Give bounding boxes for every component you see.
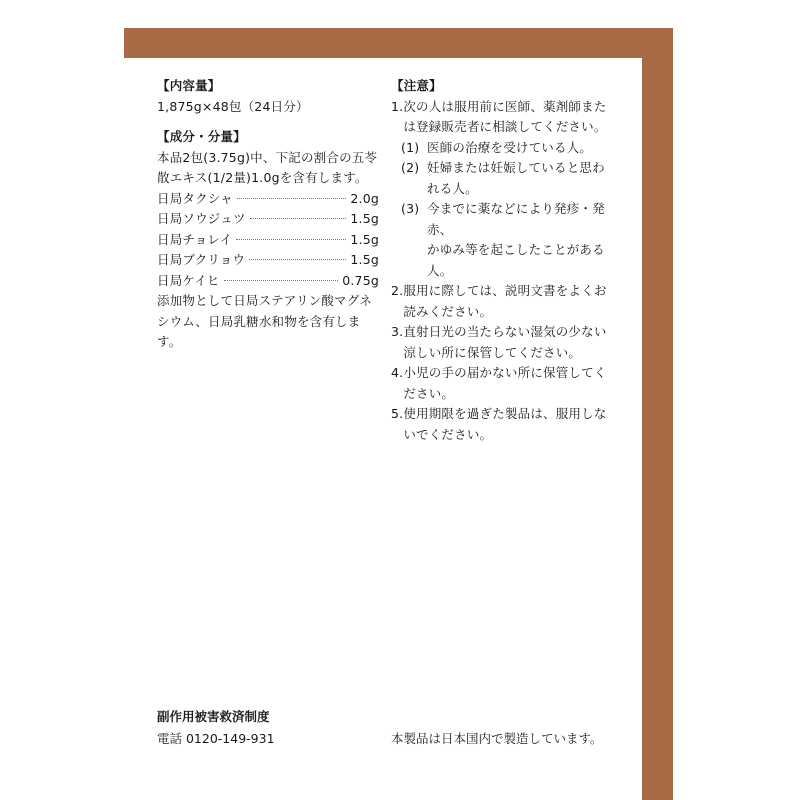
contents-value: 1,875g×48包（24日分） [157, 98, 309, 114]
ingredient-name: 日局ケイヒ [157, 272, 220, 288]
caution-item [391, 322, 627, 363]
caution-item [391, 404, 627, 445]
ingredient-row [157, 271, 379, 292]
ingredient-name: 日局ソウジュツ [157, 211, 246, 226]
subitem-line: 今までに薬などにより発疹・発赤、 [427, 201, 605, 237]
caution-line: 服用に際しては、説明文書をよくお [403, 283, 607, 298]
ingredient-amount: 1.5g [350, 252, 379, 267]
left-column [157, 76, 379, 353]
ingredient-name: 日局タクシャ [157, 190, 233, 206]
ingredients-intro-line: 本品2包(3.75g)中、下記の割合の五苓 [157, 149, 378, 165]
ingredients-heading: 【成分・分量】 [157, 129, 246, 144]
caution-number: 1. [391, 98, 404, 114]
caution-subitem [391, 199, 627, 281]
ingredient-row [157, 250, 379, 271]
caution-number: 5. [391, 406, 404, 421]
subitem-number: (2) [401, 160, 420, 175]
caution-line: 直射日光の当たらない湿気の少ない [403, 324, 607, 339]
ingredients-intro-line: 散エキス(1/2量)1.0gを含有します。 [157, 170, 368, 185]
contents-heading: 【内容量】 [157, 78, 221, 93]
subitem-number: (3) [401, 201, 420, 216]
dotted-leader [249, 259, 346, 260]
caution-line: は登録販売者に相談してください。 [403, 119, 607, 134]
ingredient-row [157, 209, 379, 230]
ingredient-name: 日局チョレイ [157, 231, 233, 247]
subitem-line: れる人。 [427, 180, 478, 196]
top-color-band [124, 28, 673, 58]
ingredient-name: 日局ブクリョウ [157, 252, 246, 267]
additives-line: シウム、日局乳糖水和物を含有します。 [157, 313, 361, 349]
right-color-band [642, 28, 673, 800]
caution-number: 3. [391, 324, 404, 339]
made-in-japan-note: 本製品は日本国内で製造しています。 [391, 731, 603, 746]
caution-item [391, 281, 627, 322]
caution-line: ださい。 [403, 385, 455, 401]
subitem-line: 医師の治療を受けている人。 [427, 139, 593, 155]
caution-item [391, 363, 627, 404]
additives-line: 添加物として日局ステアリン酸マグネ [157, 293, 373, 308]
dotted-leader [237, 198, 346, 199]
caution-line: 小児の手の届かない所に保管してく [403, 365, 607, 380]
caution-item [391, 97, 627, 138]
caution-line: 涼しい所に保管してください。 [403, 344, 582, 360]
right-column [391, 76, 627, 445]
subitem-line: かゆみ等を起こしたことがある人。 [427, 242, 605, 278]
cautions-heading: 【注意】 [391, 78, 442, 93]
ingredient-row [157, 230, 379, 251]
subitem-number: (1) [401, 139, 420, 155]
dotted-leader [224, 280, 339, 281]
caution-line: いでください。 [403, 426, 493, 442]
relief-system-title: 副作用被害救済制度 [157, 709, 270, 724]
dotted-leader [250, 218, 347, 219]
ingredient-amount: 2.0g [350, 190, 379, 206]
ingredient-amount: 1.5g [350, 231, 379, 247]
subitem-line: 妊婦または妊娠していると思わ [427, 160, 605, 175]
relief-system-block [157, 706, 275, 750]
caution-number: 2. [391, 283, 404, 298]
caution-line: 読みください。 [403, 303, 493, 319]
caution-subitem [391, 158, 627, 199]
ingredient-amount: 0.75g [342, 272, 379, 288]
ingredient-row [157, 189, 379, 210]
relief-phone: 電話 0120-149-931 [157, 731, 275, 746]
caution-subitem [391, 138, 627, 159]
caution-line: 使用期限を過ぎた製品は、服用しな [403, 406, 607, 421]
dotted-leader [236, 239, 346, 240]
ingredient-amount: 1.5g [350, 211, 379, 226]
caution-number: 4. [391, 365, 404, 380]
caution-line: 次の人は服用前に医師、薬剤師また [403, 98, 607, 114]
